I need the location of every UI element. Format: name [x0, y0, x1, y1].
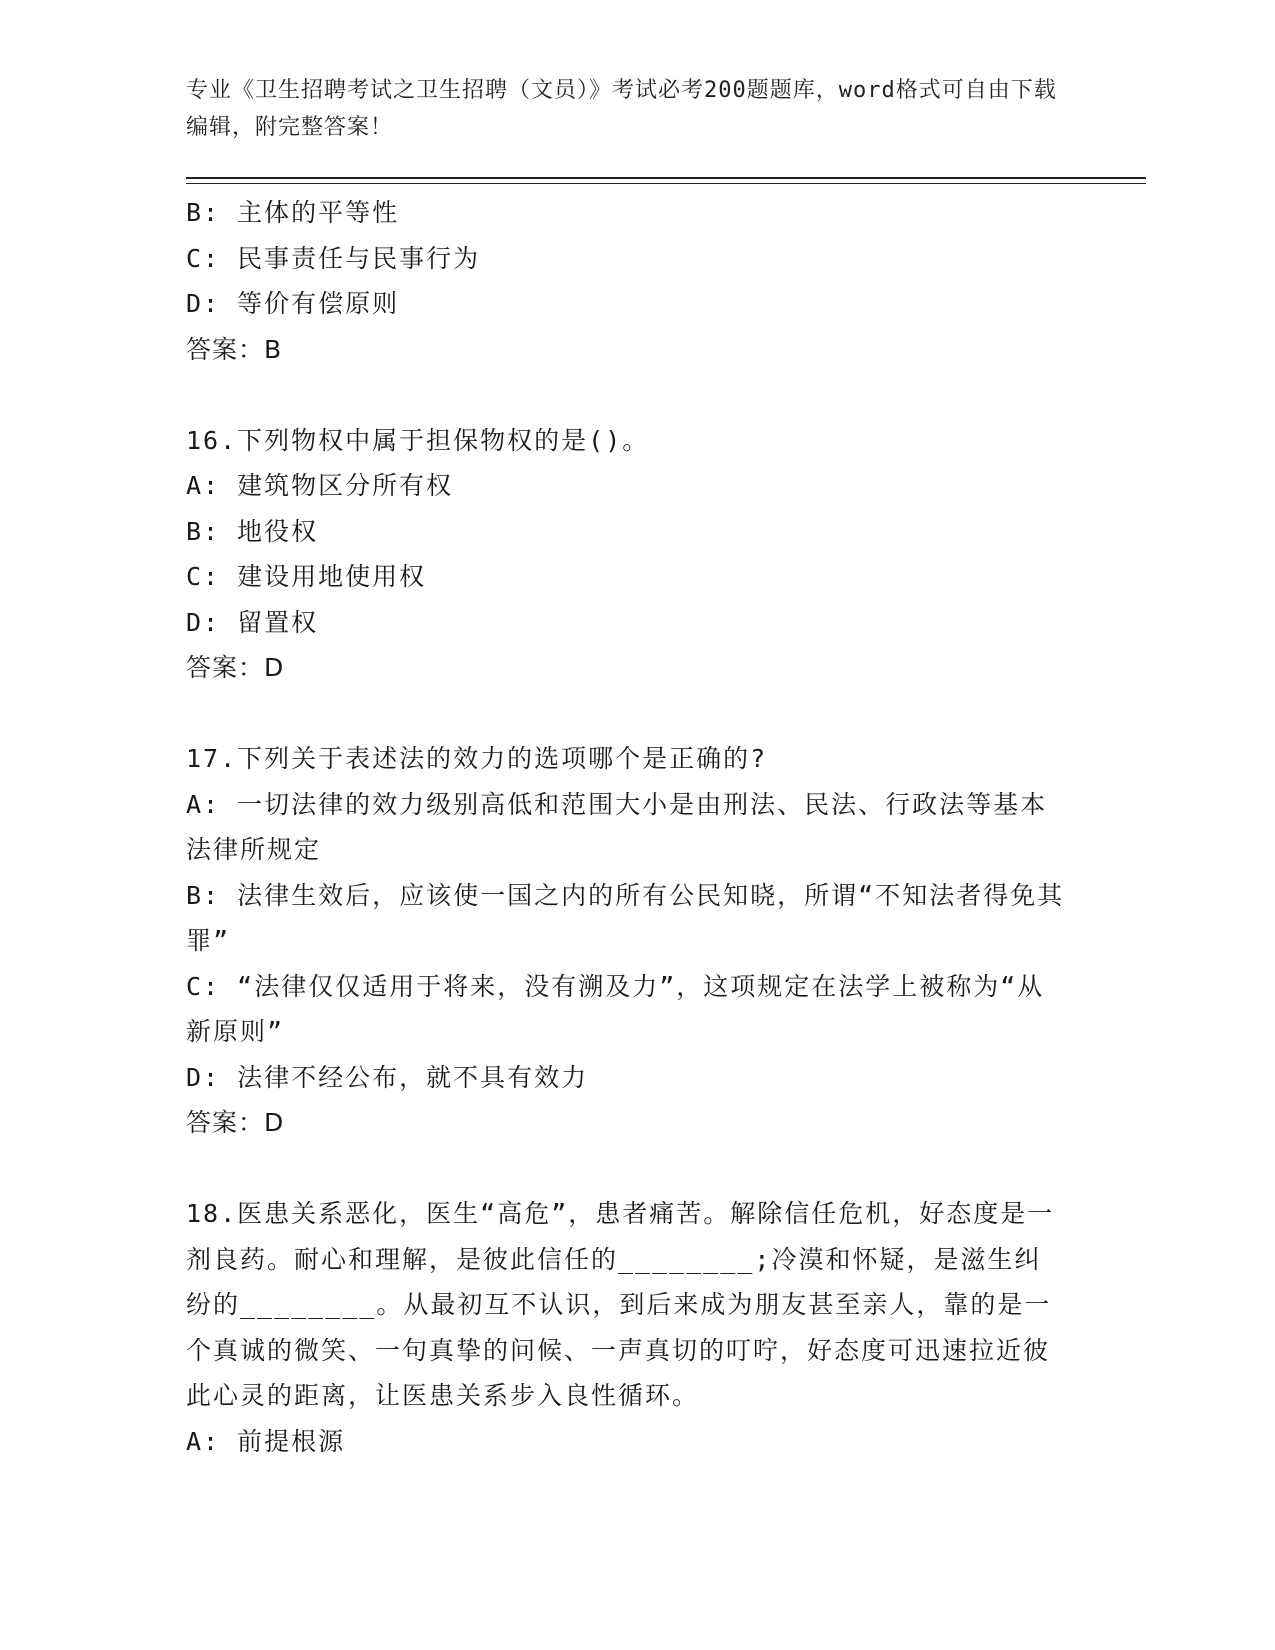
question-text: 16.下列物权中属于担保物权的是()。: [186, 425, 650, 455]
question-15-remainder: [186, 190, 1066, 372]
option-b: B: 地役权: [186, 516, 319, 546]
option-c: C: 民事责任与民事行为: [186, 243, 481, 273]
option-d: D: 法律不经公布，就不具有效力: [186, 1062, 589, 1092]
option-a: A: 前提根源: [186, 1426, 346, 1456]
answer: 答案：B: [186, 334, 283, 364]
option-a: A: 一切法律的效力级别高低和范围大小是由刑法、民法、行政法等基本法律所规定: [186, 789, 1048, 864]
document-header: 专业《卫生招聘考试之卫生招聘（文员）》考试必考200题题库，word格式可自由下载编辑，附完整答案！: [186, 78, 1057, 140]
answer: 答案：D: [186, 653, 285, 682]
answer: 答案：D: [186, 1108, 285, 1137]
option-b: B: 法律生效后，应该使一国之内的所有公民知晓，所谓“不知法者得免其罪”: [186, 880, 1065, 955]
option-c: C: 建设用地使用权: [186, 562, 427, 591]
option-d: D: 等价有偿原则: [186, 289, 400, 318]
spacer: [186, 691, 1066, 737]
question-16: [186, 418, 1066, 691]
spacer: [186, 1146, 1066, 1192]
question-text: 17.下列关于表述法的效力的选项哪个是正确的?: [186, 744, 768, 773]
question-list: [186, 190, 1066, 1464]
header-rule-thin: [186, 183, 1146, 184]
question-17: [186, 736, 1066, 1146]
option-b: B: 主体的平等性: [186, 198, 400, 227]
option-c: C: “法律仅仅适用于将来，没有溯及力”，这项规定在法学上被称为“从新原则”: [186, 971, 1045, 1046]
option-d: D: 留置权: [186, 607, 319, 637]
question-text: 18.医患关系恶化，医生“高危”，患者痛苦。解除信任危机，好态度是一剂良药。耐心和理解，是彼此信任的________;冷漠和怀疑，是滋生纠纷的________。从最初互不认识，到后来成为朋友甚至亲人，靠的是一个真诚的微笑、一句真挚的问候、一声真切的叮咛，好态度可迅速拉近彼此心灵的距离，让医患关系步入良性循环。: [186, 1199, 1055, 1410]
question-18: [186, 1191, 1066, 1464]
header-rule-thick: [186, 177, 1146, 179]
option-a: A: 建筑物区分所有权: [186, 471, 454, 500]
spacer: [186, 372, 1066, 418]
